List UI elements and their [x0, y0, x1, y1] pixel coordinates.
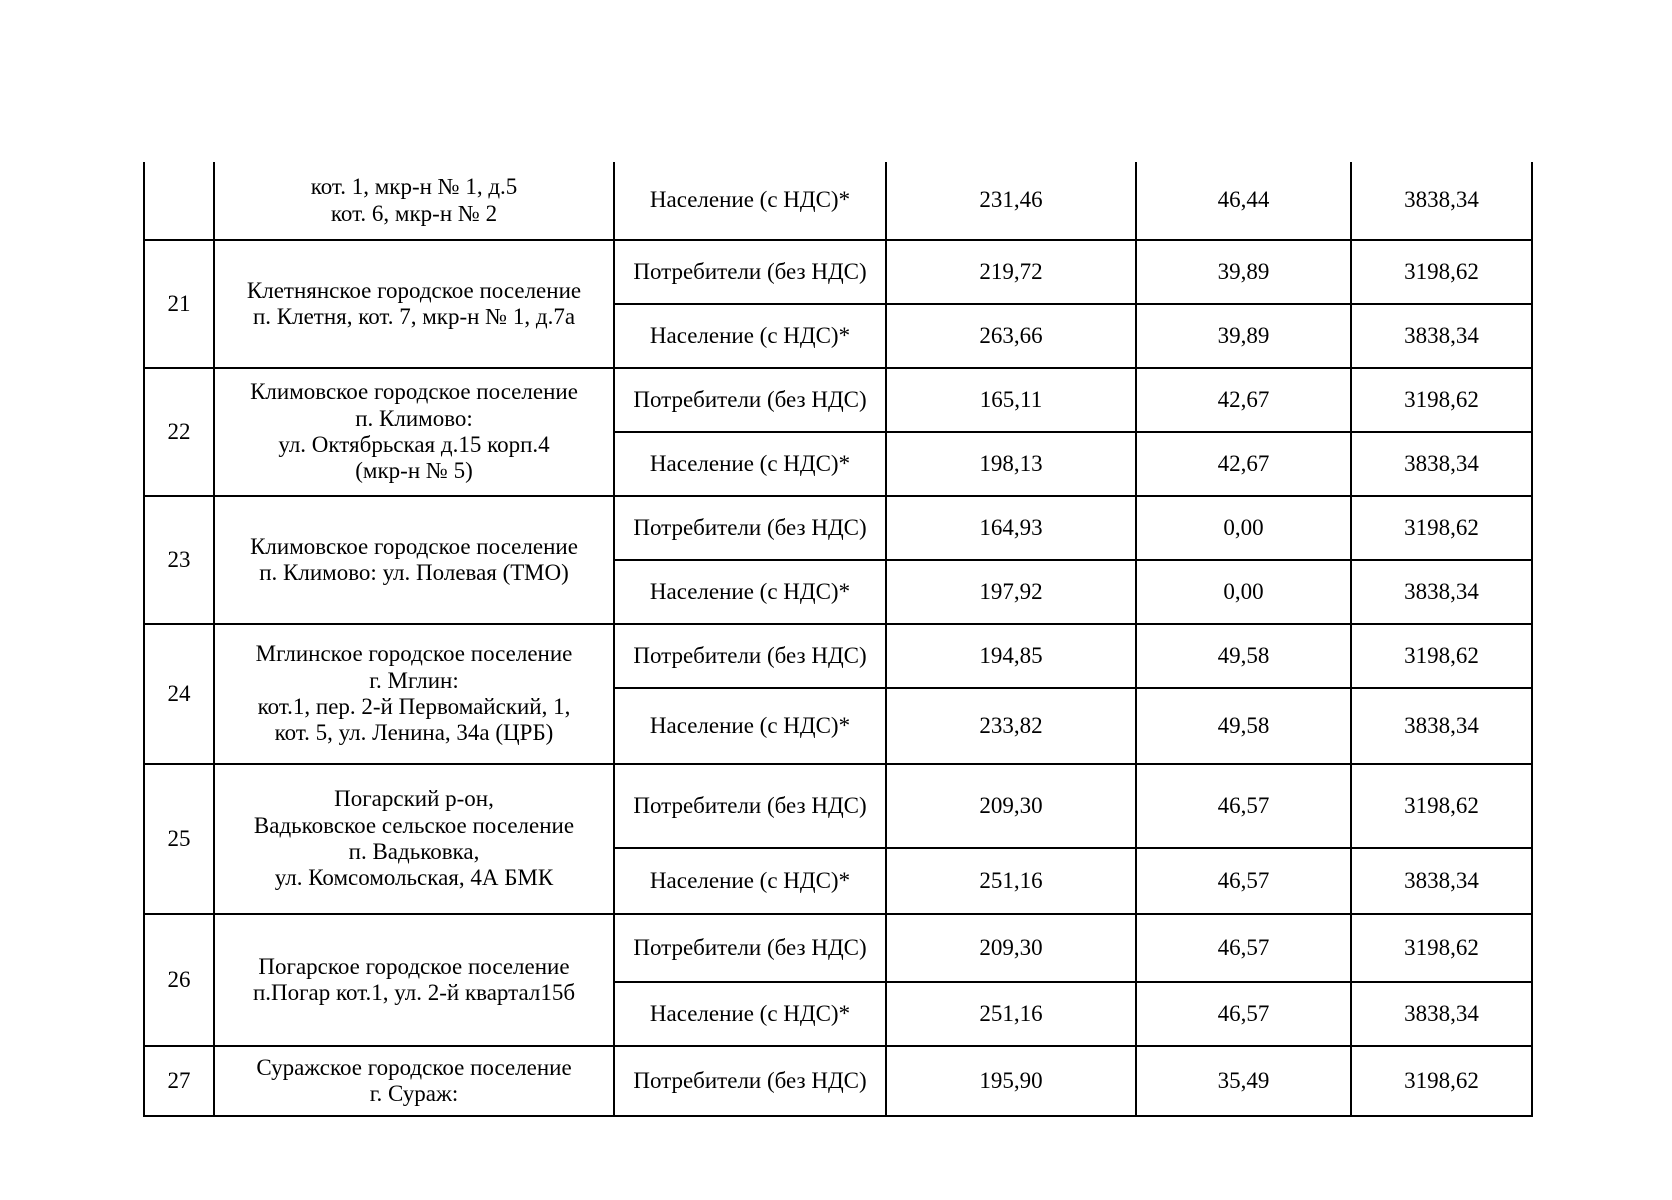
value-cell-2: 42,67 — [1136, 368, 1351, 432]
value-cell-1: 219,72 — [886, 240, 1136, 304]
table-row — [144, 764, 1532, 848]
value-cell-2: 46,57 — [1136, 982, 1351, 1046]
row-number: 27 — [144, 1046, 214, 1116]
value-cell-3: 3198,62 — [1351, 368, 1532, 432]
address-cell: Погарское городское поселение п.Погар кот.1, ул. 2-й квартал15б — [214, 914, 614, 1046]
table-row — [144, 624, 1532, 688]
consumer-category: Потребители (без НДС) — [614, 914, 886, 982]
address-cell: Мглинское городское поселение г. Мглин: кот.1, пер. 2-й Первомайский, 1, кот. 5, ул. Ленина, 34а (ЦРБ) — [214, 624, 614, 764]
value-cell-2: 49,58 — [1136, 688, 1351, 764]
value-cell-2: 49,58 — [1136, 624, 1351, 688]
table-row — [144, 162, 1532, 240]
consumer-category: Потребители (без НДС) — [614, 368, 886, 432]
row-number: 24 — [144, 624, 214, 764]
address-cell: кот. 1, мкр-н № 1, д.5 кот. 6, мкр-н № 2 — [214, 162, 614, 240]
value-cell-1: 197,92 — [886, 560, 1136, 624]
value-cell-2: 0,00 — [1136, 496, 1351, 560]
value-cell-1: 194,85 — [886, 624, 1136, 688]
table-row — [144, 240, 1532, 304]
value-cell-2: 35,49 — [1136, 1046, 1351, 1116]
address-cell: Климовское городское поселение п. Климово: ул. Полевая (ТМО) — [214, 496, 614, 624]
consumer-category: Потребители (без НДС) — [614, 624, 886, 688]
value-cell-2: 46,44 — [1136, 162, 1351, 240]
consumer-category: Потребители (без НДС) — [614, 240, 886, 304]
consumer-category: Потребители (без НДС) — [614, 764, 886, 848]
value-cell-3: 3198,62 — [1351, 914, 1532, 982]
value-cell-1: 263,66 — [886, 304, 1136, 368]
address-cell: Клетнянское городское поселение п. Клетня, кот. 7, мкр-н № 1, д.7а — [214, 240, 614, 368]
value-cell-2: 46,57 — [1136, 914, 1351, 982]
value-cell-1: 165,11 — [886, 368, 1136, 432]
value-cell-3: 3838,34 — [1351, 162, 1532, 240]
address-cell: Суражское городское поселение г. Сураж: — [214, 1046, 614, 1116]
value-cell-2: 42,67 — [1136, 432, 1351, 496]
table-row — [144, 368, 1532, 432]
consumer-category: Население (с НДС)* — [614, 162, 886, 240]
value-cell-3: 3838,34 — [1351, 688, 1532, 764]
value-cell-2: 46,57 — [1136, 764, 1351, 848]
value-cell-1: 209,30 — [886, 764, 1136, 848]
value-cell-2: 0,00 — [1136, 560, 1351, 624]
value-cell-3: 3198,62 — [1351, 240, 1532, 304]
value-cell-3: 3838,34 — [1351, 982, 1532, 1046]
value-cell-1: 195,90 — [886, 1046, 1136, 1116]
value-cell-2: 39,89 — [1136, 304, 1351, 368]
consumer-category: Население (с НДС)* — [614, 304, 886, 368]
consumer-category: Население (с НДС)* — [614, 560, 886, 624]
value-cell-3: 3198,62 — [1351, 1046, 1532, 1116]
consumer-category: Население (с НДС)* — [614, 848, 886, 914]
consumer-category: Население (с НДС)* — [614, 432, 886, 496]
value-cell-3: 3198,62 — [1351, 624, 1532, 688]
row-number: 21 — [144, 240, 214, 368]
value-cell-3: 3838,34 — [1351, 304, 1532, 368]
table-row — [144, 914, 1532, 982]
row-number — [144, 162, 214, 240]
row-number: 23 — [144, 496, 214, 624]
value-cell-1: 231,46 — [886, 162, 1136, 240]
value-cell-3: 3198,62 — [1351, 496, 1532, 560]
value-cell-1: 251,16 — [886, 982, 1136, 1046]
value-cell-1: 198,13 — [886, 432, 1136, 496]
row-number: 22 — [144, 368, 214, 496]
tariff-table-body — [144, 162, 1532, 1116]
address-cell: Погарский р-он, Вадьковское сельское поселение п. Вадьковка, ул. Комсомольская, 4А БМК — [214, 764, 614, 914]
consumer-category: Население (с НДС)* — [614, 982, 886, 1046]
table-row — [144, 1046, 1532, 1116]
value-cell-1: 209,30 — [886, 914, 1136, 982]
consumer-category: Население (с НДС)* — [614, 688, 886, 764]
value-cell-1: 164,93 — [886, 496, 1136, 560]
value-cell-3: 3198,62 — [1351, 764, 1532, 848]
tariff-table — [143, 162, 1533, 1117]
value-cell-3: 3838,34 — [1351, 432, 1532, 496]
address-cell: Климовское городское поселение п. Климово: ул. Октябрьская д.15 корп.4 (мкр-н № 5) — [214, 368, 614, 496]
consumer-category: Потребители (без НДС) — [614, 1046, 886, 1116]
value-cell-2: 39,89 — [1136, 240, 1351, 304]
value-cell-1: 233,82 — [886, 688, 1136, 764]
row-number: 26 — [144, 914, 214, 1046]
value-cell-1: 251,16 — [886, 848, 1136, 914]
value-cell-2: 46,57 — [1136, 848, 1351, 914]
value-cell-3: 3838,34 — [1351, 560, 1532, 624]
value-cell-3: 3838,34 — [1351, 848, 1532, 914]
table-row — [144, 496, 1532, 560]
consumer-category: Потребители (без НДС) — [614, 496, 886, 560]
row-number: 25 — [144, 764, 214, 914]
